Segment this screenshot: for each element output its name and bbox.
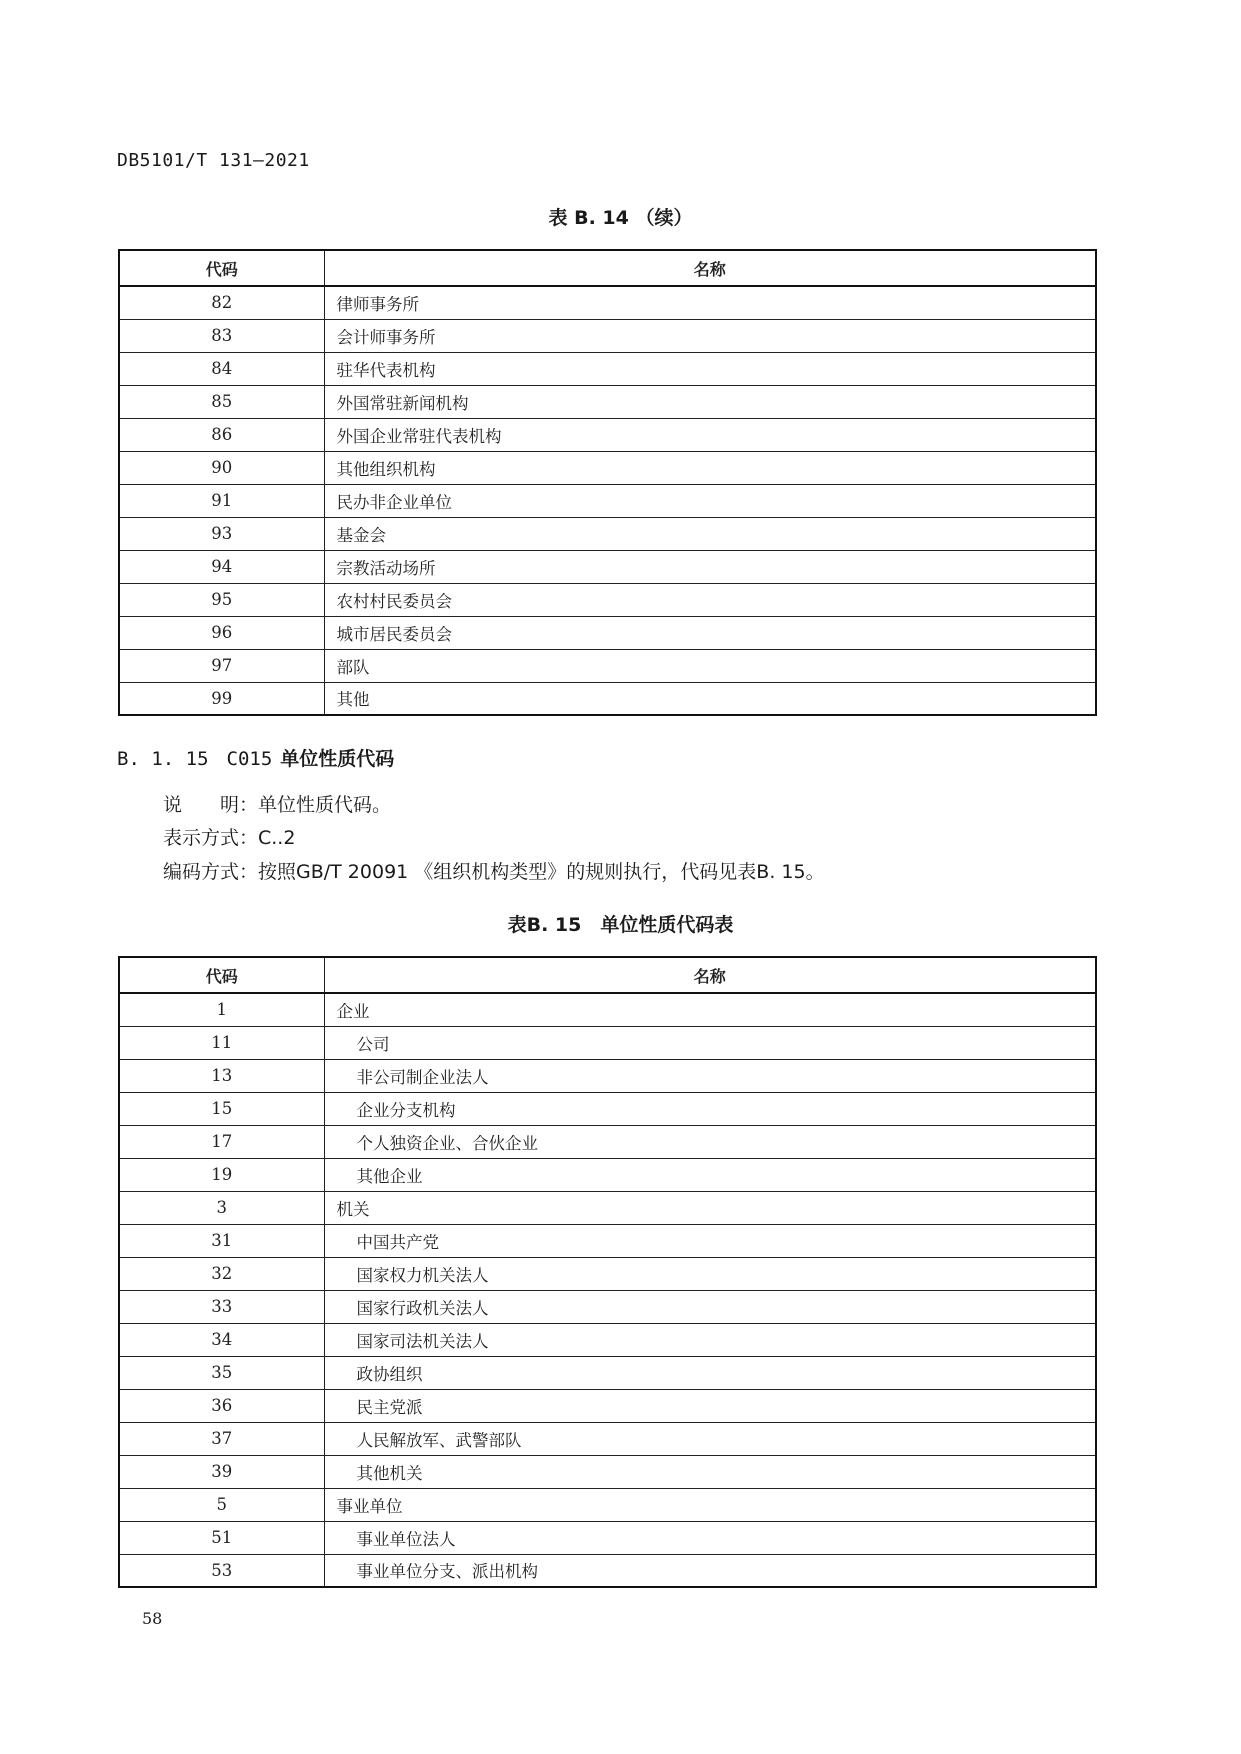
name-cell: 中国共产党 (324, 1224, 1096, 1257)
code-cell: 86 (119, 418, 324, 451)
table-row (119, 1191, 1096, 1224)
table-row (119, 1224, 1096, 1257)
table-row (119, 1290, 1096, 1323)
table-row (119, 352, 1096, 385)
code-cell: 17 (119, 1125, 324, 1158)
code-cell: 35 (119, 1356, 324, 1389)
column-header-code: 代码 (119, 250, 324, 286)
code-cell: 84 (119, 352, 324, 385)
table-row (119, 1389, 1096, 1422)
table-b14-caption: 表 B. 14 （续） (548, 207, 693, 229)
name-cell: 其他 (324, 682, 1096, 715)
encoding-line: 编码方式：按照GB/T 20091 《组织机构类型》的规则执行，代码见表B. 15。 (163, 861, 825, 883)
table-row (119, 583, 1096, 616)
section-heading (117, 744, 394, 771)
name-cell: 部队 (324, 649, 1096, 682)
page-number: 58 (142, 1609, 163, 1628)
section-title: 单位性质代码 (280, 748, 395, 770)
table-b15-body (119, 993, 1096, 1587)
table-row (119, 385, 1096, 418)
code-cell: 53 (119, 1554, 324, 1587)
table-row (119, 1521, 1096, 1554)
section-code: C015 (226, 748, 273, 770)
column-header-code: 代码 (119, 957, 324, 993)
code-cell: 95 (119, 583, 324, 616)
name-cell: 事业单位法人 (324, 1521, 1096, 1554)
name-cell: 农村村民委员会 (324, 583, 1096, 616)
code-cell: 51 (119, 1521, 324, 1554)
code-cell: 90 (119, 451, 324, 484)
code-cell: 39 (119, 1455, 324, 1488)
table-row (119, 1554, 1096, 1587)
name-cell: 事业单位 (324, 1488, 1096, 1521)
name-cell: 城市居民委员会 (324, 616, 1096, 649)
name-cell: 企业分支机构 (324, 1092, 1096, 1125)
code-cell: 83 (119, 319, 324, 352)
table-row (119, 1323, 1096, 1356)
code-cell: 37 (119, 1422, 324, 1455)
name-cell: 政协组织 (324, 1356, 1096, 1389)
table-row (119, 1059, 1096, 1092)
name-cell: 个人独资企业、合伙企业 (324, 1125, 1096, 1158)
code-cell: 96 (119, 616, 324, 649)
code-cell: 3 (119, 1191, 324, 1224)
code-cell: 13 (119, 1059, 324, 1092)
code-cell: 82 (119, 286, 324, 319)
table-row (119, 682, 1096, 715)
code-cell: 99 (119, 682, 324, 715)
code-cell: 36 (119, 1389, 324, 1422)
code-cell: 11 (119, 1026, 324, 1059)
table-row (119, 484, 1096, 517)
table-row (119, 1092, 1096, 1125)
document-id: DB5101/T 131—2021 (117, 150, 310, 171)
code-cell: 97 (119, 649, 324, 682)
description-line: 说 明：单位性质代码。 (163, 794, 392, 816)
table-row (119, 418, 1096, 451)
name-cell: 基金会 (324, 517, 1096, 550)
name-cell: 外国企业常驻代表机构 (324, 418, 1096, 451)
representation-line: 表示方式：C..2 (163, 827, 296, 849)
table-b14-body (119, 286, 1096, 715)
name-cell: 人民解放军、武警部队 (324, 1422, 1096, 1455)
table-row (119, 319, 1096, 352)
name-cell: 机关 (324, 1191, 1096, 1224)
table-row (119, 550, 1096, 583)
code-cell: 32 (119, 1257, 324, 1290)
table-row (119, 1488, 1096, 1521)
table-header-row (119, 957, 1096, 993)
name-cell: 国家司法机关法人 (324, 1323, 1096, 1356)
name-cell: 民办非企业单位 (324, 484, 1096, 517)
name-cell: 非公司制企业法人 (324, 1059, 1096, 1092)
code-cell: 85 (119, 385, 324, 418)
code-cell: 1 (119, 993, 324, 1026)
table-row (119, 1026, 1096, 1059)
name-cell: 事业单位分支、派出机构 (324, 1554, 1096, 1587)
table-row (119, 517, 1096, 550)
section-number: B. 1. 15 (117, 748, 209, 770)
table-b15-caption: 表B. 15 单位性质代码表 (507, 914, 734, 936)
table-row (119, 1257, 1096, 1290)
name-cell: 国家行政机关法人 (324, 1290, 1096, 1323)
name-cell: 外国常驻新闻机构 (324, 385, 1096, 418)
column-header-name: 名称 (324, 250, 1096, 286)
name-cell: 公司 (324, 1026, 1096, 1059)
column-header-name: 名称 (324, 957, 1096, 993)
name-cell: 企业 (324, 993, 1096, 1026)
name-cell: 其他机关 (324, 1455, 1096, 1488)
code-cell: 93 (119, 517, 324, 550)
name-cell: 其他组织机构 (324, 451, 1096, 484)
name-cell: 律师事务所 (324, 286, 1096, 319)
table-row (119, 993, 1096, 1026)
code-cell: 33 (119, 1290, 324, 1323)
table-row (119, 1422, 1096, 1455)
table-row (119, 616, 1096, 649)
code-cell: 15 (119, 1092, 324, 1125)
name-cell: 会计师事务所 (324, 319, 1096, 352)
table-row (119, 286, 1096, 319)
table-row (119, 1125, 1096, 1158)
table-row (119, 451, 1096, 484)
name-cell: 宗教活动场所 (324, 550, 1096, 583)
name-cell: 民主党派 (324, 1389, 1096, 1422)
table-row (119, 1356, 1096, 1389)
name-cell: 国家权力机关法人 (324, 1257, 1096, 1290)
table-b15 (118, 956, 1097, 1588)
code-cell: 34 (119, 1323, 324, 1356)
code-cell: 5 (119, 1488, 324, 1521)
table-row (119, 649, 1096, 682)
name-cell: 其他企业 (324, 1158, 1096, 1191)
code-cell: 91 (119, 484, 324, 517)
name-cell: 驻华代表机构 (324, 352, 1096, 385)
code-cell: 31 (119, 1224, 324, 1257)
table-b14 (118, 249, 1097, 716)
table-row (119, 1455, 1096, 1488)
table-row (119, 1158, 1096, 1191)
code-cell: 19 (119, 1158, 324, 1191)
code-cell: 94 (119, 550, 324, 583)
table-header-row (119, 250, 1096, 286)
